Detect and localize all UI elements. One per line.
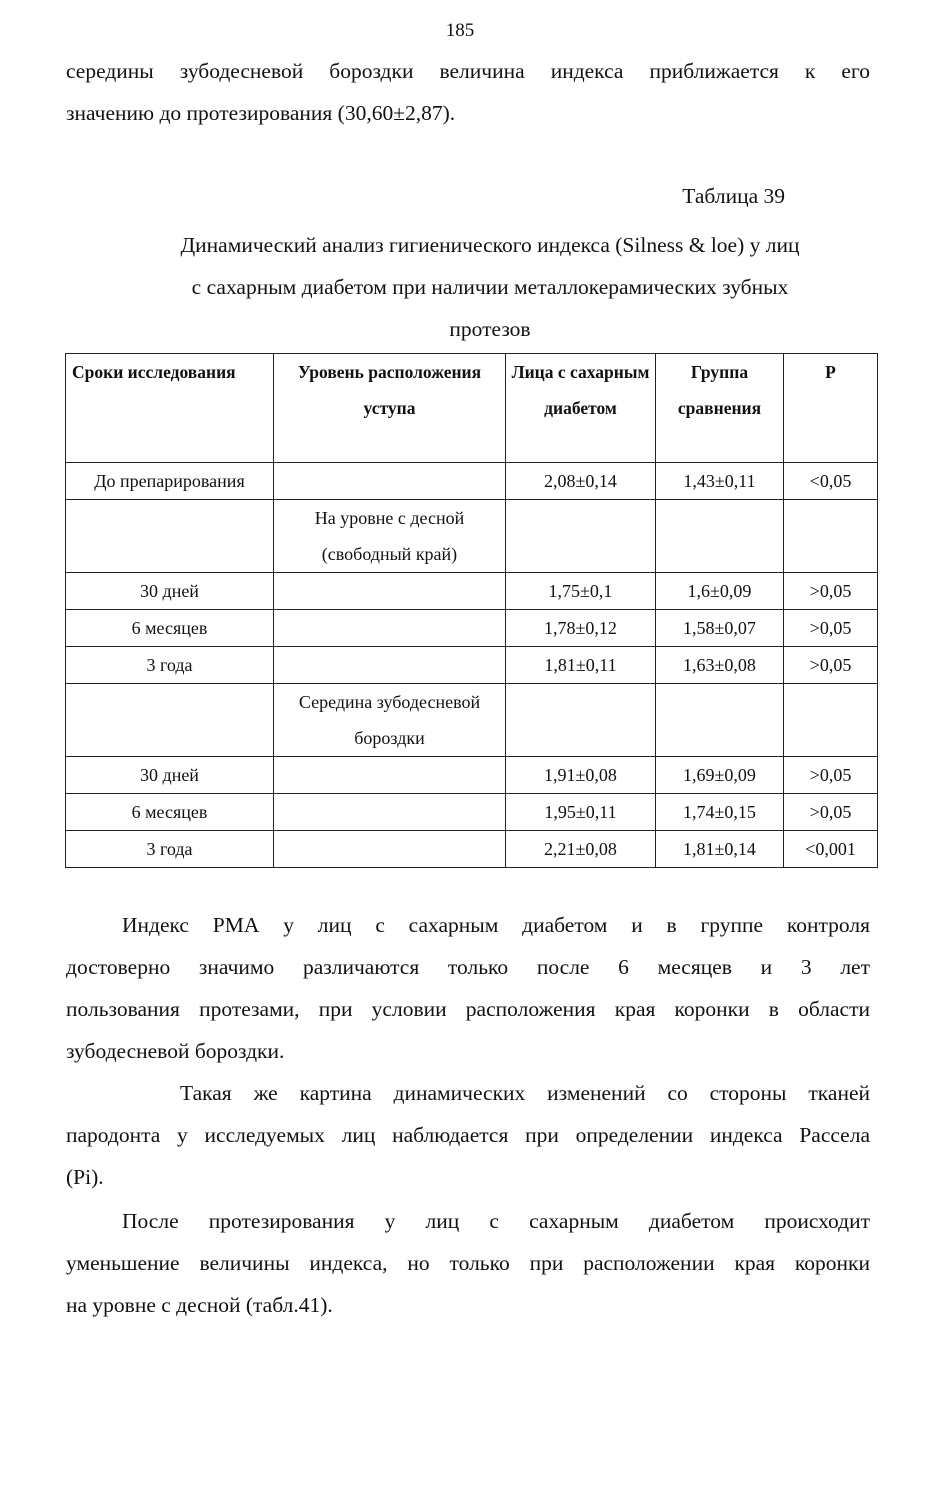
cell-period xyxy=(66,684,274,757)
table-title-line: с сахарным диабетом при наличии металлокерамических зубных xyxy=(191,275,789,299)
text-line: достоверно значимо различаются только после 6 месяцев и 3 лет xyxy=(66,955,870,979)
cell-level: Середина зубодесневой бороздки xyxy=(274,684,506,757)
cell-p: >0,05 xyxy=(784,573,878,610)
text-line: уменьшение величины индекса, но только при расположении края коронки xyxy=(66,1251,870,1275)
table-row xyxy=(66,757,878,794)
text-line: После протезирования у лиц с сахарным диабетом происходит xyxy=(122,1209,870,1233)
cell-level xyxy=(274,463,506,500)
intro-paragraph xyxy=(66,50,870,134)
cell-level xyxy=(274,610,506,647)
header-period: Сроки исследования xyxy=(66,354,274,463)
text-line: (Pi). xyxy=(66,1165,104,1189)
cell-level xyxy=(274,794,506,831)
table-header-row xyxy=(66,354,878,463)
header-comparison: Группа сравнения xyxy=(656,354,784,463)
cell-level xyxy=(274,647,506,684)
header-diabetes: Лица с сахарным диабетом xyxy=(506,354,656,463)
cell-period xyxy=(66,500,274,573)
table-row xyxy=(66,573,878,610)
cell-p: >0,05 xyxy=(784,610,878,647)
text-line: зубодесневой бороздки. xyxy=(66,1039,285,1063)
cell-period: 3 года xyxy=(66,647,274,684)
cell-p: >0,05 xyxy=(784,647,878,684)
cell-comparison xyxy=(656,684,784,757)
table-row xyxy=(66,794,878,831)
cell-comparison xyxy=(656,500,784,573)
table-row xyxy=(66,831,878,868)
table-row xyxy=(66,610,878,647)
cell-p: <0,05 xyxy=(784,463,878,500)
table-label: Таблица 39 xyxy=(682,184,785,208)
cell-diabetes: 1,78±0,12 xyxy=(506,610,656,647)
table-title-line: протезов xyxy=(449,317,531,341)
header-p: Р xyxy=(784,354,878,463)
cell-p: >0,05 xyxy=(784,757,878,794)
text-line: Индекс РМА у лиц с сахарным диабетом и в группе контроля xyxy=(122,913,870,937)
paragraph-pma xyxy=(66,904,870,1072)
cell-period: 30 дней xyxy=(66,757,274,794)
index-table xyxy=(65,353,878,868)
cell-period: 30 дней xyxy=(66,573,274,610)
table-subheader-row xyxy=(66,500,878,573)
paragraph-after xyxy=(66,1200,870,1326)
cell-diabetes: 1,91±0,08 xyxy=(506,757,656,794)
cell-p: <0,001 xyxy=(784,831,878,868)
cell-diabetes xyxy=(506,500,656,573)
cell-diabetes: 1,75±0,1 xyxy=(506,573,656,610)
cell-level: На уровне с десной (свободный край) xyxy=(274,500,506,573)
cell-p: >0,05 xyxy=(784,794,878,831)
cell-period: 6 месяцев xyxy=(66,794,274,831)
cell-comparison: 1,6±0,09 xyxy=(656,573,784,610)
cell-diabetes: 2,08±0,14 xyxy=(506,463,656,500)
text-line: середины зубодесневой бороздки величина индекса приближается к его xyxy=(66,59,870,83)
paragraph-russell xyxy=(66,1072,870,1198)
cell-level xyxy=(274,757,506,794)
cell-period: 6 месяцев xyxy=(66,610,274,647)
table-title xyxy=(40,224,940,350)
text-line: Такая же картина динамических изменений со стороны тканей xyxy=(180,1081,870,1105)
cell-comparison: 1,81±0,14 xyxy=(656,831,784,868)
cell-comparison: 1,69±0,09 xyxy=(656,757,784,794)
page-number: 185 xyxy=(445,20,475,41)
cell-comparison: 1,63±0,08 xyxy=(656,647,784,684)
text-line: пользования протезами, при условии расположения края коронки в области xyxy=(66,997,870,1021)
cell-level xyxy=(274,573,506,610)
text-line: на уровне с десной (табл.41). xyxy=(66,1293,333,1317)
cell-diabetes xyxy=(506,684,656,757)
table-row xyxy=(66,647,878,684)
table-subheader-row xyxy=(66,684,878,757)
cell-level xyxy=(274,831,506,868)
cell-diabetes: 1,95±0,11 xyxy=(506,794,656,831)
cell-period: 3 года xyxy=(66,831,274,868)
cell-p xyxy=(784,500,878,573)
cell-comparison: 1,58±0,07 xyxy=(656,610,784,647)
cell-diabetes: 2,21±0,08 xyxy=(506,831,656,868)
text-line: значению до протезирования (30,60±2,87). xyxy=(66,101,456,125)
cell-p xyxy=(784,684,878,757)
cell-diabetes: 1,81±0,11 xyxy=(506,647,656,684)
cell-comparison: 1,74±0,15 xyxy=(656,794,784,831)
table-title-line: Динамический анализ гигиенического индекса (Silness & loe) у лиц xyxy=(180,233,800,257)
cell-comparison: 1,43±0,11 xyxy=(656,463,784,500)
cell-period: До препарирования xyxy=(66,463,274,500)
header-level: Уровень расположения уступа xyxy=(274,354,506,463)
table-row xyxy=(66,463,878,500)
text-line: пародонта у исследуемых лиц наблюдается при определении индекса Рассела xyxy=(66,1123,870,1147)
